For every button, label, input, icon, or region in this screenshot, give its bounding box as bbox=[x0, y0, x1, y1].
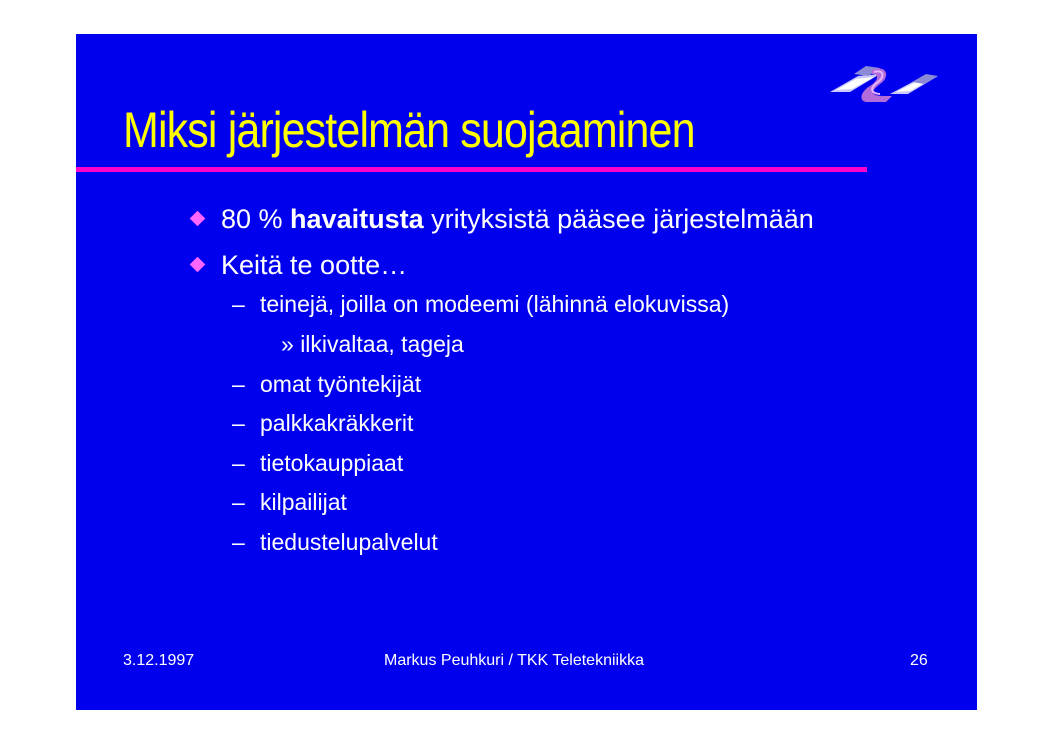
sub-item-text: tietokauppiaat bbox=[260, 450, 404, 476]
slide bbox=[76, 34, 977, 710]
bullet-item bbox=[221, 202, 814, 236]
sub-item-text: tiedustelupalvelut bbox=[260, 529, 438, 555]
sub-item-text: palkkakräkkerit bbox=[260, 410, 414, 436]
bullet-text: Keitä te ootte… bbox=[221, 250, 408, 280]
bullet-item bbox=[221, 248, 407, 282]
sub-item-text: teinejä, joilla on modeemi (lähinnä elokuvissa) bbox=[260, 291, 730, 317]
sub-sub-item bbox=[281, 329, 464, 359]
bullet-suffix: yrityksistä pääsee järjestelmään bbox=[423, 204, 814, 234]
sub-sub-item-text: ilkivaltaa, tageja bbox=[300, 331, 464, 357]
sub-item: – palkkakräkkerit bbox=[232, 410, 414, 436]
sub-item: – tiedustelupalvelut bbox=[232, 529, 438, 555]
sub-item: – kilpailijat bbox=[232, 489, 347, 515]
bullet-bold-text: havaitusta bbox=[290, 204, 424, 234]
footer-page-number: 26 bbox=[910, 652, 928, 669]
footer-date: 3.12.1997 bbox=[123, 652, 195, 669]
sub-item: – omat työntekijät bbox=[232, 371, 422, 397]
slide-content bbox=[76, 34, 977, 634]
bullet-prefix: 80 % bbox=[221, 204, 291, 234]
diamond-bullet-icon bbox=[190, 211, 206, 227]
sub-item: – teinejä, joilla on modeemi (lähinnä elokuvissa) bbox=[232, 291, 730, 317]
slide-title: Miksi järjestelmän suojaaminen bbox=[123, 102, 695, 158]
sub-item-text: kilpailijat bbox=[260, 489, 347, 515]
guillemet-marker: » bbox=[281, 331, 294, 357]
diamond-bullet-icon bbox=[190, 257, 206, 273]
footer-author: Markus Peuhkuri / TKK Teletekniikka bbox=[384, 652, 644, 669]
sub-item: – tietokauppiaat bbox=[232, 450, 404, 476]
sub-item-text: omat työntekijät bbox=[260, 371, 422, 397]
